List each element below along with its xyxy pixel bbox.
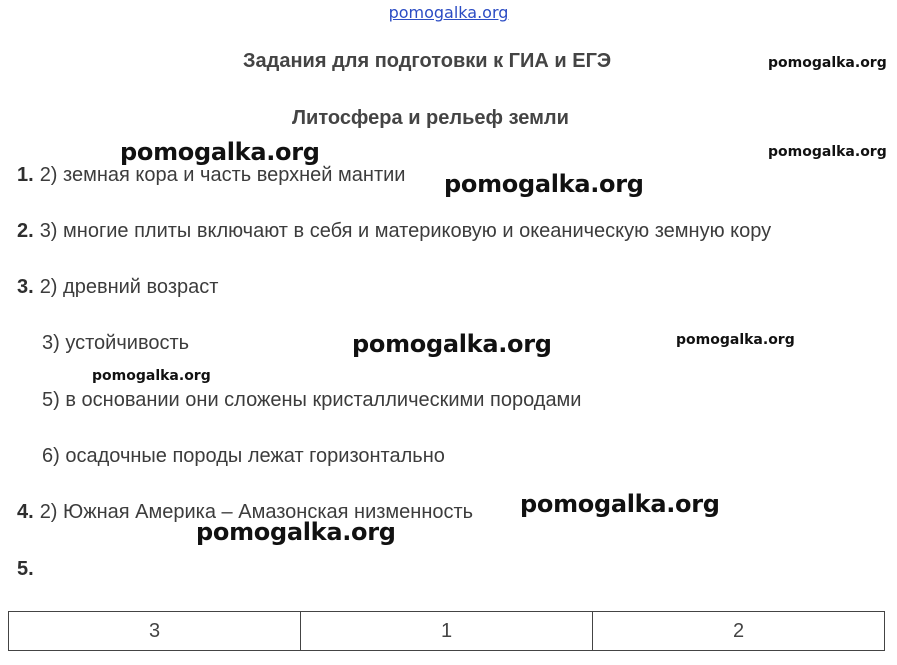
- table-cell: 3: [9, 612, 301, 651]
- answer-line-5: [17, 558, 40, 581]
- answer-text: 2) Южная Америка – Амазонская низменность: [39, 501, 474, 523]
- watermark: pomogalka.org: [196, 518, 396, 546]
- answer-line-3d: [42, 445, 445, 468]
- watermark: pomogalka.org: [352, 330, 552, 358]
- table-cell: 2: [593, 612, 885, 651]
- watermark: pomogalka.org: [92, 368, 211, 384]
- answer-text: 3) многие плиты включают в себя и материковую и океаническую земную кору: [39, 220, 772, 242]
- answer-line-3: [17, 276, 218, 299]
- page-subtitle: Литосфера и рельеф земли: [292, 107, 569, 129]
- watermark: pomogalka.org: [768, 55, 887, 71]
- page-title: Задания для подготовки к ГИА и ЕГЭ: [243, 50, 612, 72]
- watermark: pomogalka.org: [520, 490, 720, 518]
- answer-line-3b: [42, 332, 189, 355]
- answer-line-1: [17, 164, 405, 187]
- answer-number: 1.: [17, 164, 34, 186]
- answer-table: [8, 611, 885, 651]
- answer-number: 4.: [17, 501, 34, 523]
- answer-text: 6) осадочные породы лежат горизонтально: [42, 445, 445, 467]
- answer-line-3c: [42, 389, 581, 412]
- answer-text: 3) устойчивость: [42, 332, 190, 354]
- answer-text: 5) в основании они сложены кристаллическими породами: [42, 389, 582, 411]
- watermark: pomogalka.org: [444, 170, 644, 198]
- answer-text: 2) древний возраст: [39, 276, 219, 298]
- watermark: pomogalka.org: [120, 138, 320, 166]
- answer-number: 2.: [17, 220, 34, 242]
- answer-number: 3.: [17, 276, 34, 298]
- answer-number: 5.: [17, 558, 34, 580]
- table-row: [9, 612, 885, 651]
- answer-line-2: [17, 220, 771, 243]
- site-link[interactable]: pomogalka.org: [388, 3, 509, 22]
- watermark: pomogalka.org: [676, 332, 795, 348]
- watermark: pomogalka.org: [768, 144, 887, 160]
- table-cell: 1: [301, 612, 593, 651]
- answer-text: 2) земная кора и часть верхней мантии: [39, 164, 406, 186]
